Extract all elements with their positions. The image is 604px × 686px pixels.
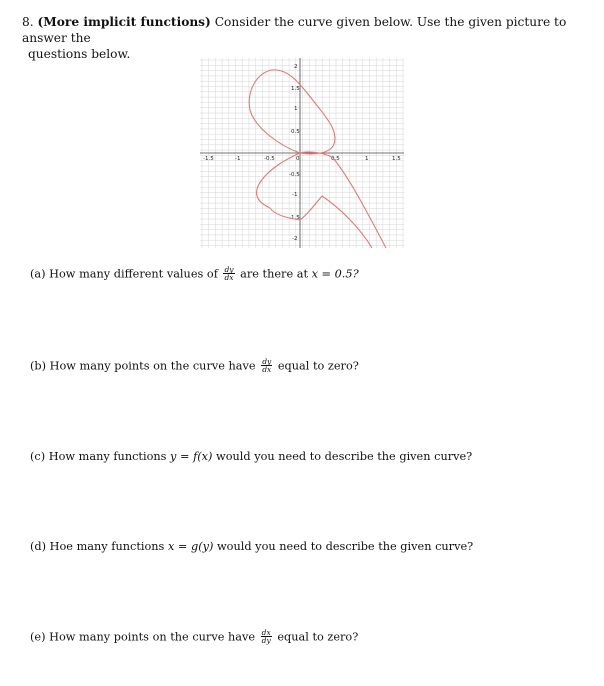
lower-branch — [257, 153, 372, 248]
fraction-denominator: dx — [224, 273, 234, 282]
fraction-denominator: dx — [262, 365, 272, 374]
question-text: How many points on the curve have — [49, 359, 256, 373]
question-b — [30, 359, 359, 374]
question-e — [30, 630, 358, 645]
y-tick-label: -1.5 — [289, 215, 300, 221]
problem-number: 8. — [22, 15, 34, 29]
question-text: would you need to describe the given curve? — [216, 450, 473, 463]
problem-intro-line2: questions below. — [28, 47, 131, 61]
y-tick-label: 2 — [294, 64, 298, 70]
y-tick-label: -2 — [292, 236, 298, 242]
question-label: (d) — [30, 540, 47, 553]
x-tick-label: 0 — [296, 156, 300, 162]
math-expression: x = 0.5? — [311, 267, 359, 281]
derivative-fraction — [261, 629, 272, 644]
fraction-numerator: dy — [262, 357, 272, 366]
right-branch — [300, 152, 386, 248]
question-label: (a) — [30, 267, 46, 281]
x-tick-label: -1 — [235, 156, 241, 162]
question-text: equal to zero? — [277, 359, 359, 373]
fraction-numerator: dy — [224, 265, 234, 274]
question-label: (e) — [30, 630, 46, 644]
question-text: How many different values of — [49, 267, 218, 281]
question-text: How many functions — [48, 450, 167, 463]
problem-statement — [22, 14, 587, 62]
question-text: How many points on the curve have — [49, 630, 256, 644]
question-label: (b) — [30, 359, 47, 373]
y-tick-label: 1.5 — [291, 86, 300, 92]
question-a — [30, 267, 359, 282]
question-c — [30, 450, 472, 463]
derivative-fraction — [261, 358, 272, 373]
x-tick-label: 1 — [365, 156, 369, 162]
question-text: are there at — [240, 267, 308, 281]
question-d — [30, 540, 473, 553]
y-tick-label: -0.5 — [289, 172, 300, 178]
question-text: Hoe many functions — [49, 540, 165, 553]
y-tick-label: 1 — [294, 106, 298, 112]
derivative-fraction — [223, 266, 234, 281]
x-tick-label: 1.5 — [392, 156, 401, 162]
problem-intro-line1: Consider the curve given below. Use the given picture to answer the — [22, 15, 567, 45]
y-tick-label: -1 — [292, 192, 298, 198]
question-text: would you need to describe the given curve? — [217, 540, 474, 553]
math-expression: x = g(y) — [167, 540, 214, 553]
x-tick-label: 0.5 — [331, 156, 340, 162]
question-label: (c) — [30, 450, 46, 463]
fraction-numerator: dx — [261, 628, 271, 637]
math-expression: y = f(x) — [170, 450, 213, 463]
fraction-denominator: dy — [261, 636, 271, 645]
curve-graph — [200, 58, 404, 248]
x-tick-labels — [203, 156, 401, 162]
y-tick-label: 0.5 — [291, 129, 300, 135]
question-text: equal to zero? — [277, 630, 359, 644]
problem-title: (More implicit functions) — [37, 15, 211, 29]
x-tick-label: -0.5 — [264, 156, 275, 162]
x-tick-label: -1.5 — [203, 156, 214, 162]
